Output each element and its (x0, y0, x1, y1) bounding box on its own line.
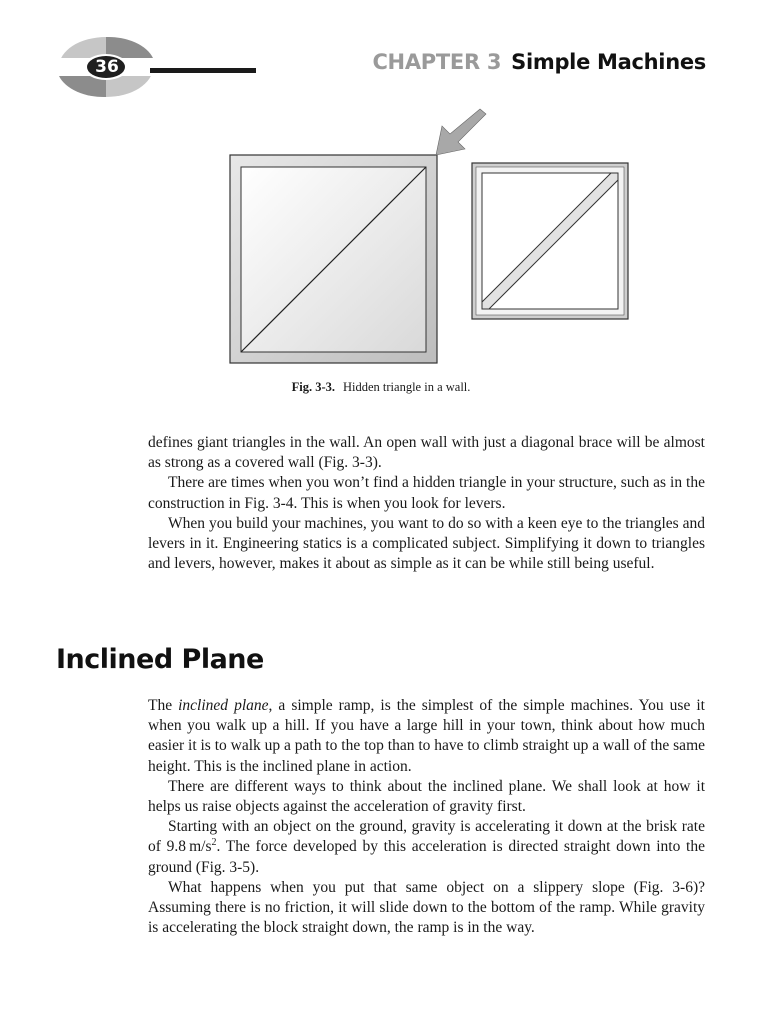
intro-text (148, 433, 705, 574)
chapter-label: CHAPTER 3 (372, 50, 502, 74)
text-run: . The force developed by this acceleration is directed straight down into the ground (Fig. 3-5). (148, 838, 705, 876)
section-text (148, 696, 705, 938)
text-run: The (148, 697, 179, 714)
paragraph: There are different ways to think about the inclined plane. We shall look at how it helps us raise objects against the acceleration of gravity first. (148, 777, 705, 816)
emphasized-term: inclined plane (178, 697, 269, 714)
text-run: , a simple ramp, is the simplest of the simple machines. You use it when you walk up a hill. If you have a large hill in your town, think about how much easier it is to walk up a path to the top than to have to climb straight up a wall of the same height. This is the inclined plane in action. (148, 697, 706, 775)
covered-wall-panel (230, 155, 437, 363)
superscript: 2 (211, 837, 217, 849)
paragraph (148, 696, 705, 777)
paragraph: What happens when you put that same object on a slippery slope (Fig. 3-6)? Assuming there is no friction, it will slide down to the bottom of the ramp. While gravity is accelerating the block straight down, the ramp is in the way. (148, 878, 705, 937)
braced-frame-panel (472, 163, 628, 319)
paragraph (148, 817, 705, 878)
chapter-heading (372, 50, 706, 74)
page-header (0, 0, 762, 110)
header-rule (150, 68, 256, 73)
text-run: Starting with an object on the ground, gravity is accelerating it down at the brisk rate of 9.8 m/s (148, 818, 705, 856)
page-number: 36 (95, 57, 119, 77)
figure-caption (0, 380, 762, 395)
paragraph: When you build your machines, you want to do so with a keen eye to the triangles and levers in it. Engineering statics is a complicated subject. Simplifying it down to triangles and levers, however, makes it about as simple as it can be while still being useful. (148, 514, 705, 573)
pointer-arrow (436, 109, 486, 155)
figure-label: Fig. 3-3. (291, 380, 335, 394)
paragraph: defines giant triangles in the wall. An open wall with just a diagonal brace will be almost as strong as a covered wall (Fig. 3-3). (148, 434, 705, 472)
figure-caption-text: Hidden triangle in a wall. (343, 380, 471, 394)
section-heading: Inclined Plane (56, 644, 264, 675)
chapter-name: Simple Machines (511, 50, 706, 74)
paragraph: There are times when you won’t find a hidden triangle in your structure, such as in the construction in Fig. 3-4. This is when you look for levers. (148, 474, 705, 512)
hidden-triangle-figure (224, 104, 644, 374)
